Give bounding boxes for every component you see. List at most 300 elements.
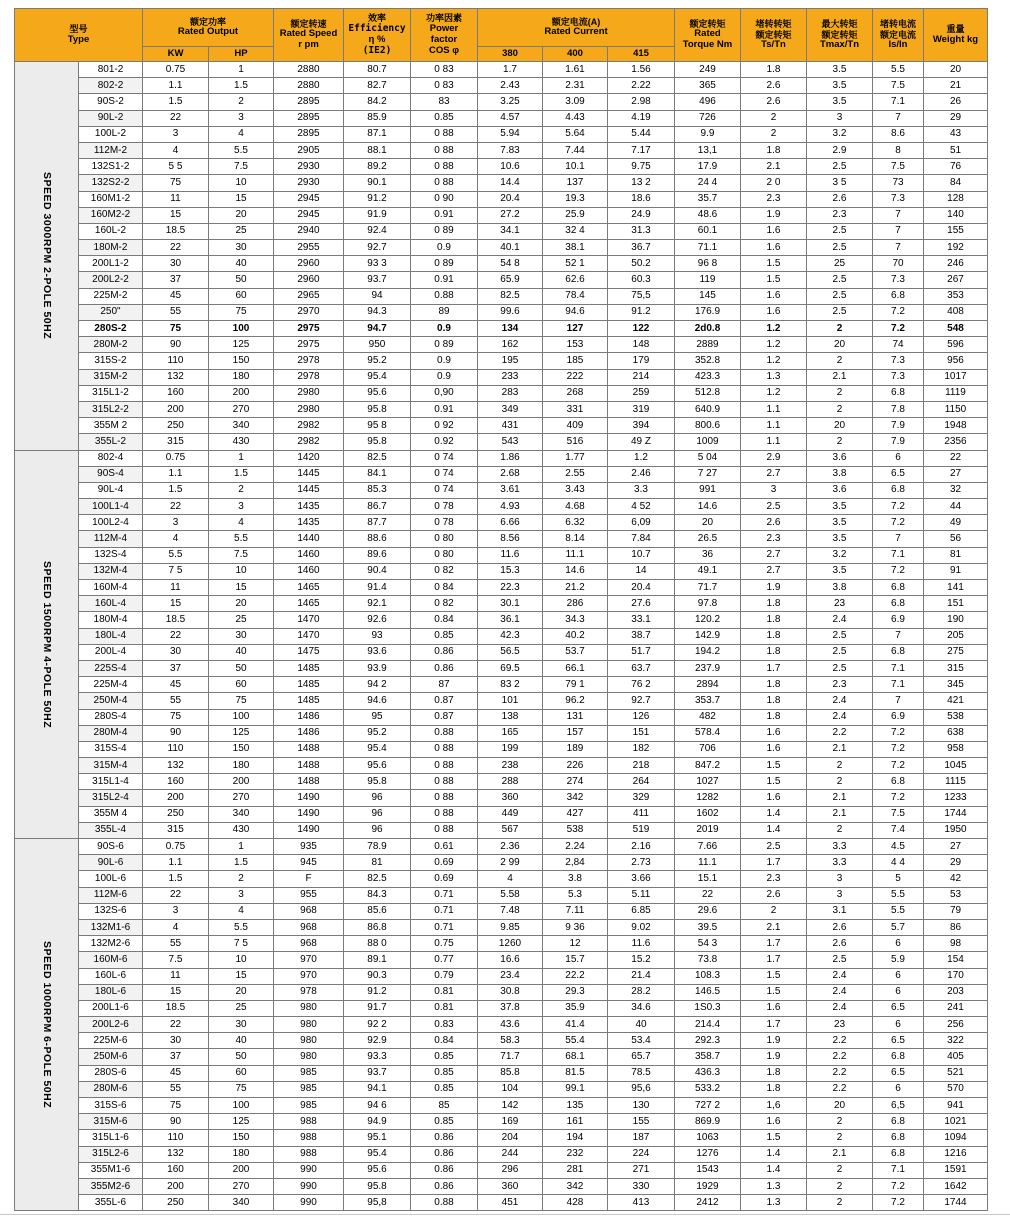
cell-speed: 968 (274, 903, 344, 919)
cell-is-in: 7 (873, 693, 924, 709)
cell-current-380: 99.6 (478, 304, 543, 320)
cell-power-factor: 0.71 (411, 887, 478, 903)
cell-hp: 1 (209, 450, 274, 466)
cell-hp: 180 (209, 758, 274, 774)
cell-torque: 292.3 (675, 1033, 741, 1049)
cell-efficiency: 90.3 (344, 968, 411, 984)
cell-weight: 267 (924, 272, 988, 288)
cell-is-in: 7.2 (873, 499, 924, 515)
cell-efficiency: 94.9 (344, 1114, 411, 1130)
cell-tmax-tn: 3 (807, 887, 873, 903)
cell-hp: 1.5 (209, 78, 274, 94)
cell-current-400: 2.55 (543, 466, 608, 482)
cell-power-factor: 0.83 (411, 1017, 478, 1033)
cell-type: 225M-6 (79, 1033, 143, 1049)
table-row (15, 175, 988, 191)
cell-tmax-tn: 2.4 (807, 709, 873, 725)
table-row (15, 758, 988, 774)
header-kw: KW (143, 47, 209, 62)
cell-weight: 32 (924, 482, 988, 498)
cell-tmax-tn: 2.1 (807, 790, 873, 806)
cell-kw: 200 (143, 1178, 209, 1194)
cell-hp: 3 (209, 887, 274, 903)
cell-efficiency: 95.1 (344, 1130, 411, 1146)
cell-current-400: 66.1 (543, 660, 608, 676)
cell-ts-tn: 2.5 (741, 499, 807, 515)
cell-efficiency: 89.6 (344, 547, 411, 563)
cell-is-in: 7 (873, 628, 924, 644)
cell-weight: 56 (924, 531, 988, 547)
cell-current-415: 95,6 (608, 1081, 675, 1097)
cell-current-415: 51.7 (608, 644, 675, 660)
cell-ts-tn: 2 (741, 110, 807, 126)
table-row (15, 369, 988, 385)
cell-type: 90S-6 (79, 839, 143, 855)
cell-is-in: 6.5 (873, 466, 924, 482)
cell-current-400: 55.4 (543, 1033, 608, 1049)
cell-type: 160M-6 (79, 952, 143, 968)
cell-current-380: 2.36 (478, 839, 543, 855)
cell-weight: 49 (924, 515, 988, 531)
cell-power-factor: 0.71 (411, 903, 478, 919)
cell-type: 801-2 (79, 62, 143, 78)
cell-ts-tn: 1.9 (741, 580, 807, 596)
cell-kw: 0.75 (143, 450, 209, 466)
cell-type: 355M2-6 (79, 1178, 143, 1194)
cell-weight: 421 (924, 693, 988, 709)
cell-weight: 44 (924, 499, 988, 515)
table-row (15, 952, 988, 968)
cell-current-380: 104 (478, 1081, 543, 1097)
cell-speed: 985 (274, 1065, 344, 1081)
cell-ts-tn: 3 (741, 482, 807, 498)
cell-hp: 2 (209, 94, 274, 110)
cell-ts-tn: 1.5 (741, 984, 807, 1000)
table-row (15, 1000, 988, 1016)
cell-current-400: 25.9 (543, 207, 608, 223)
cell-type: 132M-4 (79, 563, 143, 579)
cell-efficiency: 94.6 (344, 693, 411, 709)
cell-current-415: 155 (608, 1114, 675, 1130)
cell-weight: 1948 (924, 418, 988, 434)
cell-torque: 142.9 (675, 628, 741, 644)
cell-is-in: 5.5 (873, 903, 924, 919)
table-row (15, 288, 988, 304)
cell-tmax-tn: 2.5 (807, 159, 873, 175)
cell-torque: 249 (675, 62, 741, 78)
cell-kw: 90 (143, 725, 209, 741)
table-row (15, 1146, 988, 1162)
cell-weight: 27 (924, 466, 988, 482)
cell-weight: 155 (924, 223, 988, 239)
cell-torque: 54 3 (675, 936, 741, 952)
table-row (15, 337, 988, 353)
cell-speed: 2980 (274, 385, 344, 401)
cell-power-factor: 0 74 (411, 482, 478, 498)
cell-efficiency: 95.8 (344, 1178, 411, 1194)
cell-hp: 50 (209, 660, 274, 676)
cell-hp: 20 (209, 984, 274, 1000)
cell-efficiency: 95.6 (344, 758, 411, 774)
cell-tmax-tn: 2.9 (807, 142, 873, 158)
cell-current-400: 10.1 (543, 159, 608, 175)
cell-speed: 1465 (274, 596, 344, 612)
cell-current-415: 3.3 (608, 482, 675, 498)
cell-type: 100L-6 (79, 871, 143, 887)
cell-torque: 1S0.3 (675, 1000, 741, 1016)
cell-current-380: 69.5 (478, 660, 543, 676)
cell-current-380: 36.1 (478, 612, 543, 628)
cell-torque: 512.8 (675, 385, 741, 401)
cell-type: 200L2-2 (79, 272, 143, 288)
cell-power-factor: 0.88 (411, 288, 478, 304)
cell-current-415: 75,5 (608, 288, 675, 304)
cell-power-factor: 0 89 (411, 223, 478, 239)
cell-torque: 482 (675, 709, 741, 725)
header-hp: HP (209, 47, 274, 62)
cell-ts-tn: 2 0 (741, 175, 807, 191)
cell-tmax-tn: 2 (807, 401, 873, 417)
cell-tmax-tn: 23 (807, 596, 873, 612)
cell-hp: 25 (209, 612, 274, 628)
cell-ts-tn: 2 (741, 126, 807, 142)
cell-speed: 2945 (274, 207, 344, 223)
cell-tmax-tn: 2.5 (807, 272, 873, 288)
cell-ts-tn: 1.9 (741, 1049, 807, 1065)
cell-hp: 60 (209, 677, 274, 693)
header-rated-speed: 额定转速 Rated Speed r pm (274, 9, 344, 62)
cell-type: 90L-2 (79, 110, 143, 126)
cell-current-400: 19.3 (543, 191, 608, 207)
cell-speed: 988 (274, 1114, 344, 1130)
cell-power-factor: 0 74 (411, 450, 478, 466)
cell-tmax-tn: 2 (807, 434, 873, 450)
cell-weight: 192 (924, 240, 988, 256)
cell-kw: 90 (143, 1114, 209, 1130)
cell-hp: 30 (209, 240, 274, 256)
cell-kw: 15 (143, 596, 209, 612)
cell-is-in: 7 (873, 223, 924, 239)
cell-is-in: 6.9 (873, 709, 924, 725)
cell-efficiency: 94.1 (344, 1081, 411, 1097)
cell-current-380: 195 (478, 353, 543, 369)
cell-weight: 353 (924, 288, 988, 304)
cell-type: 225M-4 (79, 677, 143, 693)
cell-torque: 726 (675, 110, 741, 126)
cell-ts-tn: 1.1 (741, 401, 807, 417)
cell-current-380: 8.56 (478, 531, 543, 547)
cell-kw: 22 (143, 1017, 209, 1033)
cell-type: 180L-4 (79, 628, 143, 644)
cell-speed: 2930 (274, 159, 344, 175)
cell-hp: 125 (209, 337, 274, 353)
cell-speed: 2960 (274, 272, 344, 288)
cell-torque: 2889 (675, 337, 741, 353)
cell-tmax-tn: 2.2 (807, 1033, 873, 1049)
cell-weight: 405 (924, 1049, 988, 1065)
cell-is-in: 7 (873, 110, 924, 126)
table-row (15, 450, 988, 466)
cell-type: 90L-6 (79, 855, 143, 871)
cell-power-factor: 0 92 (411, 418, 478, 434)
cell-power-factor: 0 88 (411, 758, 478, 774)
cell-current-415: 49 Z (608, 434, 675, 450)
cell-power-factor: 0.75 (411, 936, 478, 952)
cell-current-415: 63.7 (608, 660, 675, 676)
table-row (15, 142, 988, 158)
cell-speed: 2895 (274, 126, 344, 142)
table-row (15, 482, 988, 498)
cell-efficiency: 88.1 (344, 142, 411, 158)
cell-weight: 170 (924, 968, 988, 984)
cell-ts-tn: 1.6 (741, 304, 807, 320)
cell-hp: 5.5 (209, 531, 274, 547)
table-row (15, 1098, 988, 1114)
cell-speed: 2905 (274, 142, 344, 158)
cell-kw: 15 (143, 984, 209, 1000)
cell-torque: 352.8 (675, 353, 741, 369)
cell-torque: 5 04 (675, 450, 741, 466)
cell-kw: 15 (143, 207, 209, 223)
cell-efficiency: 84.3 (344, 887, 411, 903)
cell-current-415: 40 (608, 1017, 675, 1033)
cell-is-in: 6.8 (873, 644, 924, 660)
cell-power-factor: 0 82 (411, 563, 478, 579)
cell-ts-tn: 1.2 (741, 321, 807, 337)
cell-type: 250M-6 (79, 1049, 143, 1065)
table-row (15, 596, 988, 612)
cell-current-380: 43.6 (478, 1017, 543, 1033)
cell-weight: 1744 (924, 1195, 988, 1211)
cell-tmax-tn: 2 (807, 1114, 873, 1130)
table-row (15, 855, 988, 871)
cell-current-415: 6.85 (608, 903, 675, 919)
cell-torque: 7.66 (675, 839, 741, 855)
cell-current-380: 431 (478, 418, 543, 434)
cell-current-415: 91.2 (608, 304, 675, 320)
cell-tmax-tn: 2.1 (807, 1146, 873, 1162)
cell-current-415: 7.84 (608, 531, 675, 547)
cell-current-380: 58.3 (478, 1033, 543, 1049)
cell-power-factor: 0.91 (411, 401, 478, 417)
header-is-in: 堵转电流 额定电流 Is/In (873, 9, 924, 62)
cell-weight: 322 (924, 1033, 988, 1049)
cell-current-400: 427 (543, 806, 608, 822)
cell-current-380: 16.6 (478, 952, 543, 968)
cell-kw: 4 (143, 142, 209, 158)
cell-ts-tn: 1.2 (741, 353, 807, 369)
cell-current-400: 15.7 (543, 952, 608, 968)
cell-ts-tn: 1.5 (741, 256, 807, 272)
cell-weight: 275 (924, 644, 988, 660)
cell-ts-tn: 1.9 (741, 1033, 807, 1049)
cell-ts-tn: 1.8 (741, 644, 807, 660)
cell-speed: 1490 (274, 822, 344, 838)
cell-ts-tn: 1.8 (741, 628, 807, 644)
cell-kw: 75 (143, 175, 209, 191)
cell-ts-tn: 2.7 (741, 466, 807, 482)
cell-speed: 2960 (274, 256, 344, 272)
cell-current-415: 10.7 (608, 547, 675, 563)
cell-power-factor: 0.61 (411, 839, 478, 855)
cell-speed: 2978 (274, 369, 344, 385)
cell-weight: 941 (924, 1098, 988, 1114)
cell-is-in: 6,5 (873, 1098, 924, 1114)
cell-hp: 270 (209, 790, 274, 806)
cell-current-415: 5.11 (608, 887, 675, 903)
cell-torque: 1602 (675, 806, 741, 822)
cell-hp: 180 (209, 1146, 274, 1162)
cell-current-400: 137 (543, 175, 608, 191)
cell-power-factor: 0 88 (411, 126, 478, 142)
cell-current-415: 2.98 (608, 94, 675, 110)
table-row (15, 644, 988, 660)
cell-is-in: 5.5 (873, 62, 924, 78)
cell-efficiency: 90.4 (344, 563, 411, 579)
cell-speed: 945 (274, 855, 344, 871)
cell-ts-tn: 1.4 (741, 1146, 807, 1162)
cell-ts-tn: 2.3 (741, 531, 807, 547)
cell-current-400: 538 (543, 822, 608, 838)
cell-weight: 91 (924, 563, 988, 579)
cell-type: 315L1-4 (79, 774, 143, 790)
cell-type: 315M-4 (79, 758, 143, 774)
cell-tmax-tn: 2.5 (807, 240, 873, 256)
cell-tmax-tn: 2.5 (807, 952, 873, 968)
cell-type: 315S-4 (79, 741, 143, 757)
cell-current-415: 151 (608, 725, 675, 741)
cell-current-400: 516 (543, 434, 608, 450)
cell-hp: 15 (209, 580, 274, 596)
cell-is-in: 8 (873, 142, 924, 158)
cell-is-in: 7.2 (873, 725, 924, 741)
cell-current-415: 14 (608, 563, 675, 579)
cell-power-factor: 0 88 (411, 790, 478, 806)
cell-power-factor: 0.86 (411, 1162, 478, 1178)
cell-type: 160M2-2 (79, 207, 143, 223)
cell-weight: 315 (924, 660, 988, 676)
cell-kw: 4 (143, 919, 209, 935)
cell-kw: 160 (143, 774, 209, 790)
cell-kw: 22 (143, 240, 209, 256)
cell-speed: 1435 (274, 499, 344, 515)
cell-kw: 1.5 (143, 94, 209, 110)
cell-type: 160L-4 (79, 596, 143, 612)
cell-hp: 4 (209, 126, 274, 142)
table-row (15, 240, 988, 256)
cell-kw: 11 (143, 968, 209, 984)
cell-power-factor: 0 80 (411, 547, 478, 563)
cell-efficiency: 88.6 (344, 531, 411, 547)
motor-spec-sheet (14, 8, 988, 1211)
cell-type: 315L1-2 (79, 385, 143, 401)
cell-current-380: 30.8 (478, 984, 543, 1000)
cell-current-400: 99.1 (543, 1081, 608, 1097)
cell-tmax-tn: 2.1 (807, 369, 873, 385)
table-row (15, 499, 988, 515)
cell-speed: 1486 (274, 725, 344, 741)
cell-kw: 75 (143, 1098, 209, 1114)
cell-power-factor: 0 80 (411, 531, 478, 547)
cell-is-in: 6.5 (873, 1000, 924, 1016)
cell-is-in: 6 (873, 1017, 924, 1033)
cell-torque: 49.1 (675, 563, 741, 579)
cell-current-380: 101 (478, 693, 543, 709)
cell-efficiency: 96 (344, 806, 411, 822)
cell-power-factor: 87 (411, 677, 478, 693)
cell-current-415: 53.4 (608, 1033, 675, 1049)
cell-efficiency: 94 2 (344, 677, 411, 693)
cell-ts-tn: 1.6 (741, 1114, 807, 1130)
cell-efficiency: 85.6 (344, 903, 411, 919)
cell-is-in: 5.7 (873, 919, 924, 935)
cell-speed: 1475 (274, 644, 344, 660)
cell-weight: 29 (924, 855, 988, 871)
cell-efficiency: 87.7 (344, 515, 411, 531)
cell-current-400: 3.09 (543, 94, 608, 110)
cell-current-380: 2.43 (478, 78, 543, 94)
cell-weight: 151 (924, 596, 988, 612)
cell-ts-tn: 1.6 (741, 790, 807, 806)
cell-current-400: 342 (543, 790, 608, 806)
table-row (15, 1178, 988, 1194)
cell-efficiency: 78.9 (344, 839, 411, 855)
cell-torque: 1282 (675, 790, 741, 806)
cell-weight: 956 (924, 353, 988, 369)
cell-current-400: 6.32 (543, 515, 608, 531)
cell-tmax-tn: 3.3 (807, 855, 873, 871)
cell-current-400: 12 (543, 936, 608, 952)
cell-current-400: 161 (543, 1114, 608, 1130)
cell-torque: 11.1 (675, 855, 741, 871)
cell-current-380: 27.2 (478, 207, 543, 223)
cell-ts-tn: 2.6 (741, 78, 807, 94)
cell-efficiency: 95.6 (344, 1162, 411, 1178)
table-row (15, 256, 988, 272)
cell-current-380: 199 (478, 741, 543, 757)
table-row (15, 1162, 988, 1178)
cell-current-415: 259 (608, 385, 675, 401)
header-type: 型号 Type (15, 9, 143, 62)
cell-hp: 150 (209, 741, 274, 757)
cell-current-415: 92.7 (608, 693, 675, 709)
cell-current-400: 2,84 (543, 855, 608, 871)
cell-torque: 71.7 (675, 580, 741, 596)
cell-weight: 1119 (924, 385, 988, 401)
table-row (15, 1081, 988, 1097)
table-row (15, 919, 988, 935)
cell-ts-tn: 1.6 (741, 725, 807, 741)
cell-kw: 55 (143, 304, 209, 320)
cell-tmax-tn: 3.6 (807, 450, 873, 466)
cell-tmax-tn: 3.5 (807, 531, 873, 547)
cell-type: 200L1-2 (79, 256, 143, 272)
cell-torque: 73.8 (675, 952, 741, 968)
cell-current-380: 296 (478, 1162, 543, 1178)
cell-is-in: 7.2 (873, 1178, 924, 1194)
cell-power-factor: 0 88 (411, 774, 478, 790)
cell-current-380: 165 (478, 725, 543, 741)
cell-current-380: 4.93 (478, 499, 543, 515)
table-row (15, 531, 988, 547)
cell-tmax-tn: 3.5 (807, 62, 873, 78)
cell-is-in: 7 (873, 207, 924, 223)
cell-power-factor: 0.85 (411, 1065, 478, 1081)
cell-kw: 22 (143, 887, 209, 903)
cell-power-factor: 85 (411, 1098, 478, 1114)
cell-weight: 408 (924, 304, 988, 320)
cell-weight: 98 (924, 936, 988, 952)
